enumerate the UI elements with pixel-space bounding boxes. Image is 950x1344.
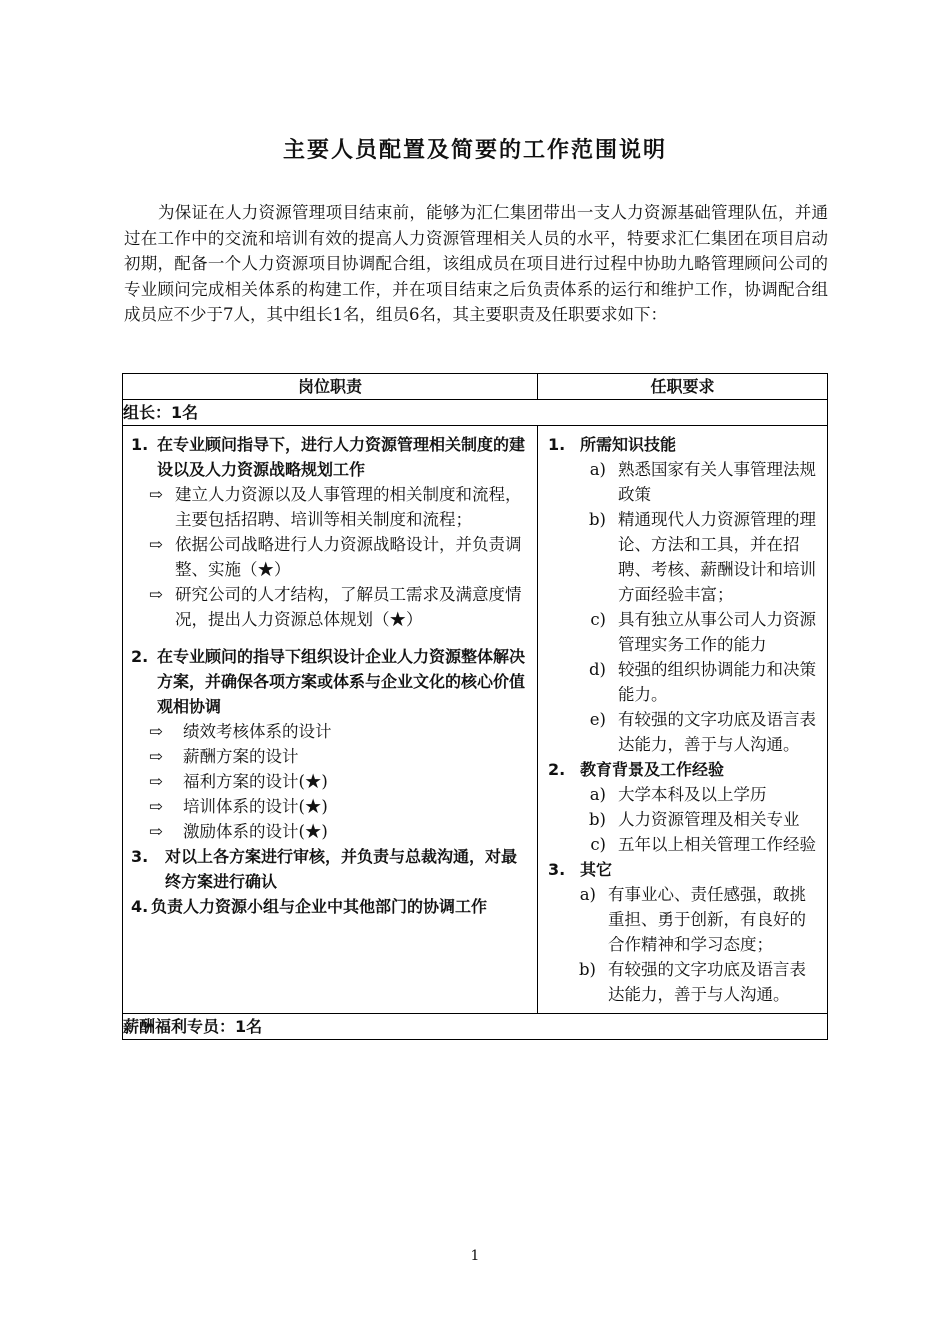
page-title: 主要人员配置及简要的工作范围说明 (282, 138, 667, 163)
section-title-leader: 组长：1名 (123, 400, 828, 426)
section-title-compensation: 薪酬福利专员：1名 (123, 1014, 828, 1040)
req-1-sub-e: e) 有较强的文字功底及语言表达能力，善于与人沟通。 (589, 710, 816, 754)
req-3-sub-b: b) 有较强的文字功底及语言表达能力，善于与人沟通。 (579, 960, 806, 1004)
requirements-cell (538, 426, 828, 1014)
duty-2-sub-d: ⇨ 培训体系的设计(★) (131, 794, 527, 819)
req-1-sub-c: c) 具有独立从事公司人力资源管理实务工作的能力 (590, 610, 816, 654)
arrow-icon: ⇨ (149, 485, 163, 504)
req-item-3: 3. 其它 (548, 860, 613, 879)
arrow-icon: ⇨ (149, 797, 163, 816)
table-row (123, 426, 828, 1014)
req-1-sub-d: d) 较强的组织协调能力和决策能力。 (589, 660, 816, 704)
arrow-icon: ⇨ (149, 535, 163, 554)
req-2-sub-a: a) 大学本科及以上学历 (589, 785, 767, 804)
duty-item-2: 2. 在专业顾问的指导下组织设计企业人力资源整体解决方案，并确保各项方案或体系与企业文化的核心价值观相协调 (131, 647, 526, 716)
page-number: 1 (470, 1248, 480, 1264)
col-header-duties: 岗位职责 (123, 374, 538, 400)
duty-1-sub-c: ⇨ 研究公司的人才结构，了解员工需求及满意度情况，提出人力资源总体规划（★） (131, 582, 527, 632)
duty-item-4: 4. 负责人力资源小组与企业中其他部门的协调工作 (131, 897, 488, 916)
col-header-requirements: 任职要求 (538, 374, 828, 400)
arrow-icon: ⇨ (149, 585, 163, 604)
arrow-icon: ⇨ (149, 772, 163, 791)
req-item-1: 1. 所需知识技能 (548, 435, 677, 454)
req-2-sub-c: c) 五年以上相关管理工作经验 (590, 835, 816, 854)
req-3-sub-a: a) 有事业心、责任感强，敢挑重担、勇于创新，有良好的合作精神和学习态度； (579, 885, 806, 954)
duty-2-sub-c: ⇨ 福利方案的设计(★) (131, 769, 527, 794)
req-1-sub-a: a) 熟悉国家有关人事管理法规政策 (589, 460, 816, 504)
req-2-sub-b: b) 人力资源管理及相关专业 (589, 810, 800, 829)
arrow-icon: ⇨ (149, 822, 163, 841)
duty-item-1: 1. 在专业顾问指导下，进行人力资源管理相关制度的建设以及人力资源战略规划工作 (131, 435, 526, 479)
duties-table (122, 373, 828, 1040)
duty-1-sub-a: ⇨ 建立人力资源以及人事管理的相关制度和流程，主要包括招聘、培训等相关制度和流程； (131, 482, 527, 532)
arrow-icon: ⇨ (149, 747, 163, 766)
req-1-sub-b: b) 精通现代人力资源管理的理论、方法和工具，并在招聘、考核、薪酬设计和培训方面经验丰富； (589, 510, 816, 604)
section-row-compensation (123, 1014, 828, 1040)
duty-2-sub-b: ⇨ 薪酬方案的设计 (131, 744, 527, 769)
duties-cell (123, 426, 538, 1014)
intro-paragraph: 为保证在人力资源管理项目结束前，能够为汇仁集团带出一支人力资源基础管理队伍，并通过在工作中的交流和培训有效的提高人力资源管理相关人员的水平，特要求汇仁集团在项目启动初期，配备一个人力资源项目协调配合组，该组成员在项目进行过程中协助九略管理顾问公司的专业顾问完成相关体系的构建工作，并在项目结束之后负责体系的运行和维护工作，协调配合组成员应不少于7人，其中组长1名，组员6名，其主要职责及任职要求如下： (124, 203, 828, 324)
table-header-row (123, 374, 828, 400)
duty-item-3: 3. 对以上各方案进行审核，并负责与总裁沟通，对最终方案进行确认 (131, 847, 518, 891)
duty-2-sub-e: ⇨ 激励体系的设计(★) (131, 819, 527, 844)
duty-1-sub-b: ⇨ 依据公司战略进行人力资源战略设计，并负责调整、实施（★） (131, 532, 527, 582)
req-item-2: 2. 教育背景及工作经验 (548, 760, 725, 779)
section-row-leader (123, 400, 828, 426)
arrow-icon: ⇨ (149, 722, 163, 741)
duty-2-sub-a: ⇨ 绩效考核体系的设计 (131, 719, 527, 744)
